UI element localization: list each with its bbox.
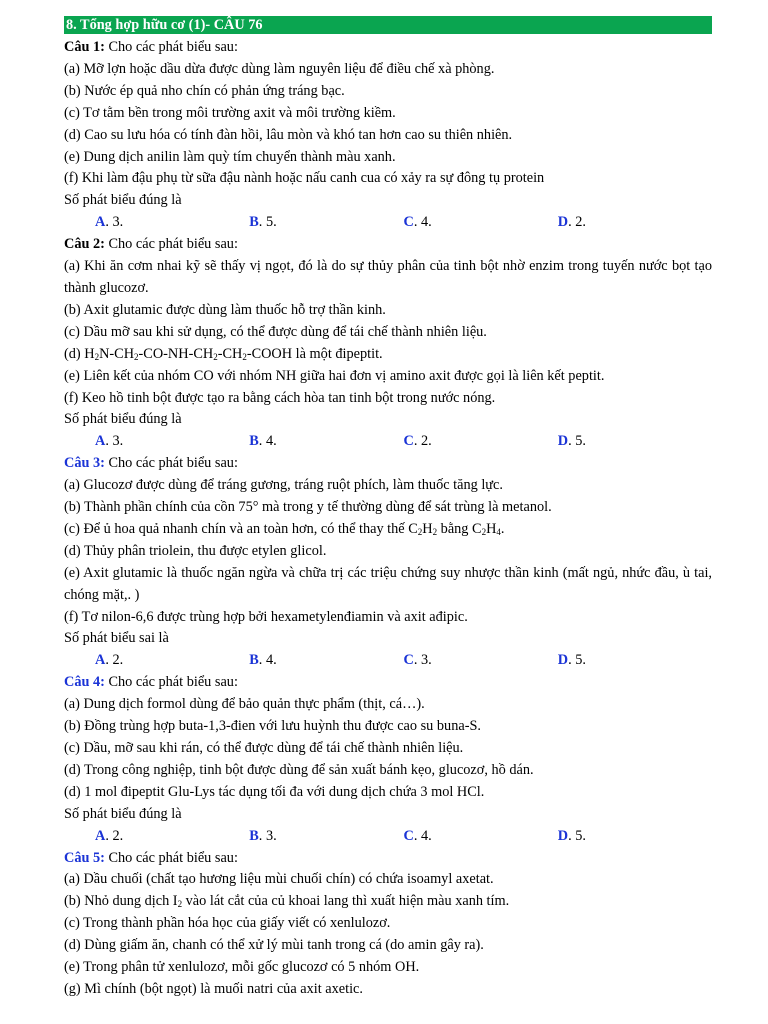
question-block	[64, 37, 712, 234]
statement: (a) Mỡ lợn hoặc dầu dừa được dùng làm nguyên liệu để điều chế xà phòng.	[64, 60, 495, 77]
answer-option-b[interactable]: B. 4.	[249, 652, 277, 669]
answer-options	[64, 212, 712, 234]
option-letter: C	[403, 652, 414, 669]
section-header: 8. Tổng hợp hữu cơ (1)- CÂU 76	[64, 16, 712, 34]
statement: (b) Thành phần chính của cồn 75° mà trong y tế thường dùng để sát trùng là metanol.	[64, 499, 552, 516]
answer-option-c[interactable]: C. 2.	[403, 433, 432, 450]
option-value: 3.	[112, 214, 124, 231]
answer-options	[64, 650, 712, 672]
option-letter: A	[95, 433, 106, 450]
answer-option-a[interactable]: A. 2.	[95, 827, 124, 844]
answer-option-a[interactable]: A. 2.	[95, 652, 124, 669]
statement: (d) Cao su lưu hóa có tính đàn hồi, lâu mòn và khó tan hơn cao su thiên nhiên.	[64, 126, 513, 143]
option-letter: C	[403, 214, 414, 231]
statement: (a) Dầu chuối (chất tạo hương liệu mùi chuối chín) có chứa isoamyl axetat.	[64, 871, 494, 888]
option-letter: A	[95, 827, 106, 844]
question-ask: Số phát biểu đúng là	[64, 411, 182, 428]
statement: (e) Liên kết của nhóm CO với nhóm NH giữa hai đơn vị amino axit được gọi là liên kết peptit.	[64, 367, 605, 384]
statement: (a) Glucozơ được dùng để tráng gương, tráng ruột phích, làm thuốc tăng lực.	[64, 477, 503, 494]
option-letter: C	[403, 827, 414, 844]
option-value: 4.	[265, 433, 277, 450]
question-block	[64, 453, 712, 672]
statement: (c) Trong thành phần hóa học của giấy viết có xenlulozơ.	[64, 915, 391, 932]
statement: (d) Trong công nghiệp, tinh bột được dùng để sản xuất bánh kẹo, glucozơ, hồ dán.	[64, 761, 534, 778]
question-label: Câu 4:	[64, 674, 105, 691]
option-value: 5.	[575, 827, 586, 844]
option-letter: B	[249, 433, 259, 450]
answer-option-a[interactable]: A. 3.	[95, 214, 124, 231]
option-value: 3.	[112, 433, 124, 450]
statement: (d) $H_2N-CH_2-CO-NH-CH_2-CH_2$-COOH là một đipeptit.	[64, 345, 383, 362]
statement: (a) Khi ăn cơm nhai kỹ sẽ thấy vị ngọt, đó là do sự thủy phân của tinh bột nhờ enzim trong tuyến nước bọt tạo thành glucozơ.	[64, 258, 712, 296]
question-heading	[64, 37, 712, 59]
question-prompt: Cho các phát biểu sau:	[104, 39, 238, 55]
option-value: 3.	[265, 827, 277, 844]
answer-option-c[interactable]: C. 4.	[403, 214, 432, 231]
question-block	[64, 672, 712, 847]
question-ask: Số phát biểu đúng là	[64, 192, 182, 209]
option-value: 2.	[112, 652, 124, 669]
option-value: 5.	[575, 652, 586, 669]
statement: (f) Keo hồ tinh bột được tạo ra bằng cách hòa tan tinh bột trong nước nóng.	[64, 389, 496, 406]
option-letter: A	[95, 652, 106, 669]
answer-option-d[interactable]: D. 5.	[557, 827, 586, 844]
statement: (d) Thủy phân triolein, thu được etylen glicol.	[64, 542, 327, 559]
statement: (e) Trong phân tử xenlulozơ, mỗi gốc glucozơ có 5 nhóm OH.	[64, 959, 420, 976]
option-value: 5.	[575, 433, 586, 450]
option-letter: A	[95, 214, 106, 231]
question-ask: Số phát biểu sai là	[64, 630, 169, 647]
option-value: 4.	[265, 652, 277, 669]
question-label: Câu 2:	[64, 236, 105, 253]
answer-option-b[interactable]: B. 5.	[249, 214, 277, 231]
question-label: Câu 5:	[64, 849, 105, 866]
answer-options	[64, 431, 712, 453]
statement: (f) Khi làm đậu phụ từ sữa đậu nành hoặc nấu canh cua có xảy ra sự đông tụ protein	[64, 170, 545, 187]
option-letter: B	[249, 214, 259, 231]
question-label: Câu 1:	[64, 39, 105, 55]
option-letter: D	[557, 652, 569, 669]
statement: (b) Nước ép quả nho chín có phản ứng tráng bạc.	[64, 82, 345, 99]
option-letter: D	[557, 827, 569, 844]
statement: (c) Dầu, mỡ sau khi rán, có thể được dùng để tái chế thành nhiên liệu.	[64, 740, 464, 756]
statement: (e) Dung dịch anilin làm quỳ tím chuyển thành màu xanh.	[64, 148, 396, 165]
question-ask: Số phát biểu đúng là	[64, 805, 182, 822]
statement: (g) Mì chính (bột ngọt) là muối natri của axit axetic.	[64, 980, 363, 997]
question-block	[64, 848, 712, 1001]
statement: (d) 1 mol đipeptit Glu-Lys tác dụng tối đa với dung dịch chứa 3 mol HCl.	[64, 783, 485, 800]
answer-option-b[interactable]: B. 4.	[249, 433, 277, 450]
statement: (c) Dầu mỡ sau khi sử dụng, có thể được dùng để tái chế thành nhiên liệu.	[64, 323, 487, 340]
option-letter: B	[249, 652, 259, 669]
statement: (b) Nhỏ dung dịch $I_2$ vào lát cắt của củ khoai lang thì xuất hiện màu xanh tím.	[64, 893, 510, 910]
statement: (d) Dùng giấm ăn, chanh có thể xử lý mùi tanh trong cá (do amin gây ra).	[64, 937, 484, 954]
answer-option-b[interactable]: B. 3.	[249, 827, 277, 844]
answer-option-d[interactable]: D. 5.	[557, 433, 586, 450]
question-heading	[64, 672, 712, 694]
option-value: 2.	[420, 433, 432, 450]
option-value: 4.	[420, 827, 432, 844]
statement: (e) Axit glutamic là thuốc ngăn ngừa và chữa trị các triệu chứng suy nhược thần kinh (mất ngủ, nhức đầu, ù tai, chóng mặt,. )	[64, 564, 712, 603]
option-value: 2.	[112, 827, 124, 844]
question-heading	[64, 453, 712, 475]
option-letter: C	[403, 433, 414, 450]
statement: (c) Để ủ hoa quả nhanh chín và an toàn hơn, có thể thay thế $C_2H_2$ bằng $C_2H_4$.	[64, 520, 505, 537]
statement: (b) Đồng trùng hợp buta-1,3-đien với lưu huỳnh thu được cao su buna-S.	[64, 718, 481, 735]
question-prompt: Cho các phát biểu sau:	[104, 236, 238, 253]
answer-options	[64, 826, 712, 848]
option-value: 2.	[575, 214, 586, 231]
answer-option-d[interactable]: D. 5.	[557, 652, 586, 669]
option-value: 4.	[420, 214, 432, 231]
option-value: 5.	[265, 214, 277, 231]
question-block	[64, 234, 712, 453]
question-prompt: Cho các phát biểu sau:	[104, 455, 238, 472]
answer-option-c[interactable]: C. 3.	[403, 652, 432, 669]
statement: (f) Tơ nilon-6,6 được trùng hợp bởi hexametylenđiamin và axit ađipic.	[64, 608, 468, 625]
statement: (c) Tơ tằm bền trong môi trường axit và môi trường kiềm.	[64, 104, 396, 121]
option-value: 3.	[420, 652, 432, 669]
option-letter: D	[557, 433, 569, 450]
option-letter: B	[249, 827, 259, 844]
statement: (b) Axit glutamic được dùng làm thuốc hỗ trợ thần kinh.	[64, 301, 386, 318]
answer-option-d[interactable]: D. 2.	[557, 214, 586, 231]
question-prompt: Cho các phát biểu sau:	[104, 849, 238, 866]
answer-option-c[interactable]: C. 4.	[403, 827, 432, 844]
questions-container	[64, 37, 712, 1001]
question-prompt: Cho các phát biểu sau:	[104, 674, 238, 691]
statement: (a) Dung dịch formol dùng để bảo quản thực phẩm (thịt, cá…).	[64, 696, 425, 713]
question-heading	[64, 848, 712, 870]
question-label: Câu 3:	[64, 455, 105, 472]
option-letter: D	[557, 214, 569, 231]
answer-option-a[interactable]: A. 3.	[95, 433, 124, 450]
question-heading	[64, 234, 712, 256]
